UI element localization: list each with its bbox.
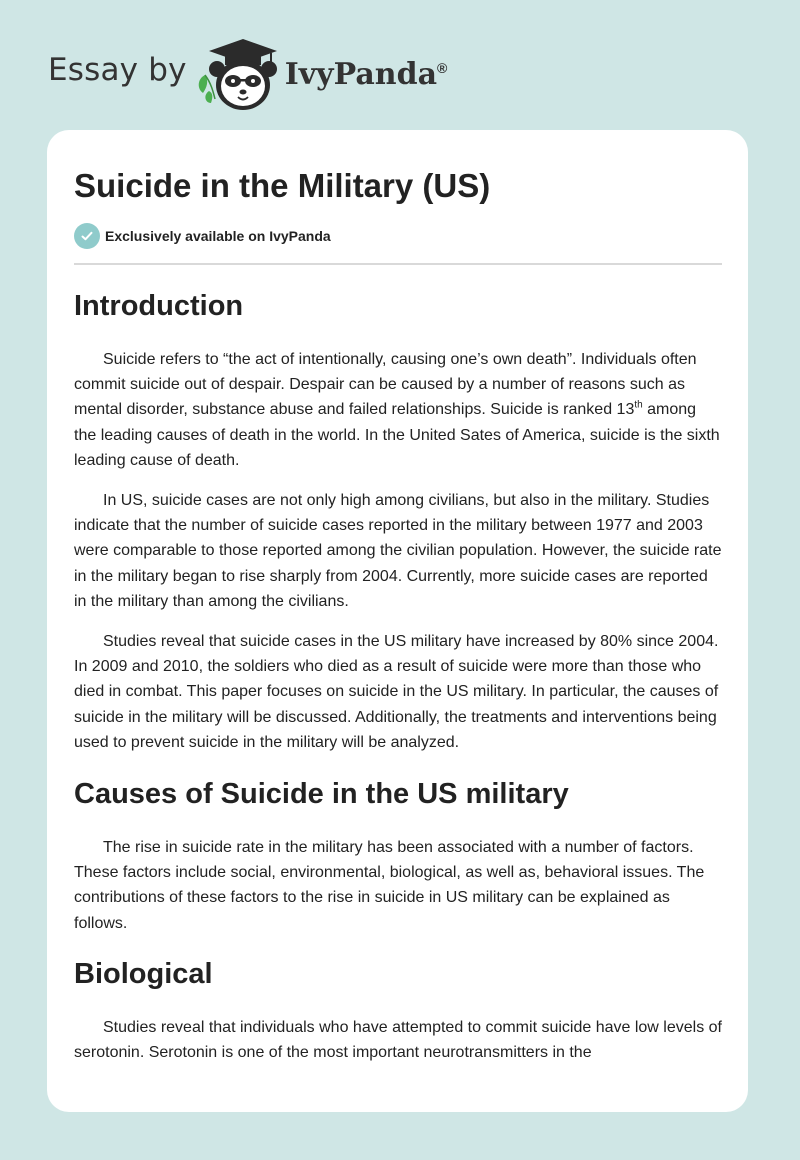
paragraph-intro-2: In US, suicide cases are not only high among civilians, but also in the military. Studies indicate that the number of suicide cases reported in the military between 1977 and 2003 were comparable to those reported among the civilian population. However, the suicide rate in the military began to rise sharply from 2004. Currently, more suicide cases are reported in the military than among the civilians. [74,492,722,610]
page-title: Suicide in the Military (US) [74,167,491,204]
site-header [48,34,447,114]
title-divider [74,263,722,265]
section-heading-introduction: Introduction [74,290,244,322]
paragraph-causes-1: The rise in suicide rate in the military has been associated with a number of factors. These factors include social, environmental, biological, as well as, behavioral issues. The contributions of these factors to the rise in suicide in US military can be explained as follows. [74,839,705,932]
ivypanda-logo-text: IvyPanda® [284,56,448,92]
check-circle-icon [74,223,100,249]
paragraph-intro-3: Studies reveal that suicide cases in the US military have increased by 80% since 2004. In 2009 and 2010, the soldiers who died as a result of suicide were more than those who died in combat. This paper focuses on suicide in the US military. In particular, the causes of suicide in the military will be discussed. Additionally, the treatments and interventions being used to prevent suicide in the military will be analyzed. [74,633,719,751]
essay-card [47,130,748,1112]
section-heading-biological: Biological [74,957,213,990]
paragraph-intro-1: Suicide refers to “the act of intentionally, causing one’s own death”. Individuals often commit suicide out of despair. Despair can be caused by a number of reasons such as mental disorder, substance abuse and failed relationships. Suicide is ranked 13th among the leading causes of death in the world. In the United Sates of America, suicide is the sixth leading cause of death. [74,351,720,469]
paragraph-biological-1: Studies reveal that individuals who have attempted to commit suicide have low levels of serotonin. Serotonin is one of the most important neurotransmitters in the [74,1018,722,1062]
exclusive-badge-label: Exclusively available on IvyPanda [105,228,331,244]
section-heading-causes: Causes of Suicide in the US military [74,778,569,811]
exclusive-badge [74,223,722,249]
panda-graduate-icon [195,35,287,113]
essay-by-label: Essay by [48,52,187,88]
